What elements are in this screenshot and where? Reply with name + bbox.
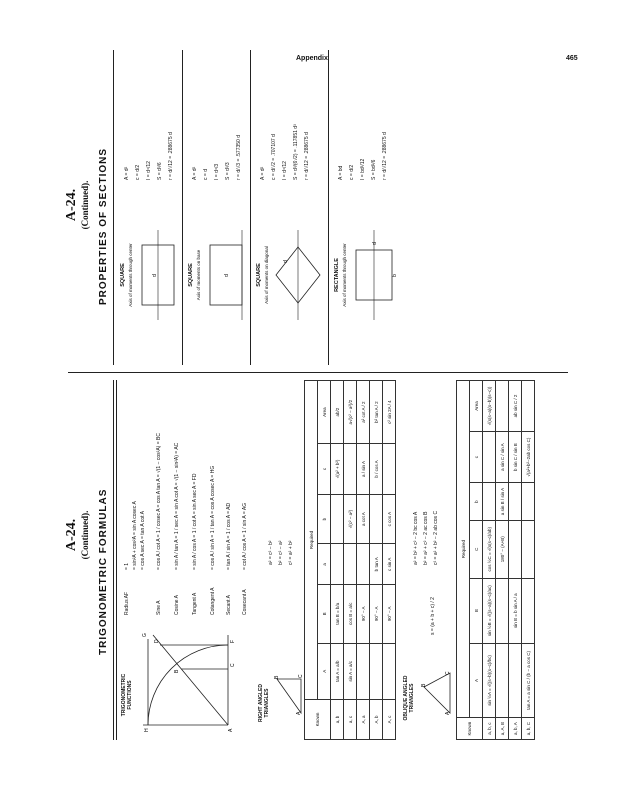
section-title: RECTANGLE xyxy=(334,258,340,292)
table-cell: tan A = a sin C / (b − a cos C) xyxy=(522,643,535,717)
trig-row-name: Sine A xyxy=(156,600,162,615)
page-number: 465 xyxy=(566,55,578,62)
trig-row-formula: = sin A / cos A = 1 / cot A = sin A sec A = FD xyxy=(192,473,198,570)
section-prop: A = d² xyxy=(124,166,130,180)
trig-row-formula: = sin A / tan A = 1 / sec A = sin A cot A = √(1 − sin²A) = AC xyxy=(174,442,180,570)
table-cell: ab sin C / 2 xyxy=(509,381,522,432)
table-cell xyxy=(509,643,522,717)
table-cell: sin ½A = √((s−b)(s−c)/bc) xyxy=(483,643,496,717)
divider xyxy=(328,50,329,365)
trig-row-name: Tangent A xyxy=(192,592,198,615)
square-base-diagram xyxy=(206,225,246,325)
s-formula: s = (a + b + c) / 2 xyxy=(430,597,436,635)
table-cell: c² sin 2A / 4 xyxy=(383,381,396,444)
table-header: b xyxy=(470,483,483,521)
required-header: Required xyxy=(305,381,318,700)
table-cell: b² tan A / 2 xyxy=(370,381,383,444)
rectangle-diagram xyxy=(352,225,396,325)
oblique-eq: c² = a² + b² − 2 ab cos C xyxy=(433,510,439,565)
svg-text:B: B xyxy=(274,675,280,679)
table-cell: c cos A xyxy=(383,494,396,544)
table-cell: 180° − (A+B) xyxy=(496,520,509,578)
right-eq: b² = c² − a² xyxy=(278,540,284,565)
section-prop: r = d/√12 = .288675 d xyxy=(382,132,388,180)
svg-text:d: d xyxy=(224,274,230,277)
right-triangle-table xyxy=(304,380,396,740)
table-cell xyxy=(383,643,396,699)
table-cell: a√(c² − a²)/2 xyxy=(344,381,357,444)
table-cell: 90° − A xyxy=(383,585,396,643)
section-prop: S = bd²/6 xyxy=(371,159,377,180)
svg-text:G: G xyxy=(142,633,148,637)
trig-row-formula: = tan A / sin A = 1 / cos A = AD xyxy=(226,502,232,570)
table-cell: a / sin A xyxy=(357,444,370,494)
table-cell xyxy=(522,483,535,521)
table-row xyxy=(383,381,396,740)
table-row xyxy=(357,381,370,740)
svg-text:B: B xyxy=(421,683,427,687)
svg-text:d: d xyxy=(283,260,289,263)
table-row xyxy=(344,381,357,740)
table-cell: a² cot A / 2 xyxy=(357,381,370,444)
radius-eq: = 1 xyxy=(124,562,130,570)
table-cell xyxy=(357,643,370,699)
table-header: A xyxy=(318,643,331,699)
table-header: c xyxy=(318,444,331,494)
table-header: c xyxy=(470,431,483,482)
table-header: Area xyxy=(318,381,331,444)
table-cell xyxy=(370,643,383,699)
divider xyxy=(182,50,183,365)
table-cell: a, b, A xyxy=(509,718,522,740)
trig-row-name: Cosine A xyxy=(174,594,180,615)
table-cell: A, a xyxy=(357,699,370,739)
section-prop: I = bd³/12 xyxy=(360,158,366,180)
right-eq: a² = c² − b² xyxy=(268,540,274,565)
table-cell xyxy=(331,494,344,544)
table-cell: sin ½B = √((s−a)(s−c)/ac) xyxy=(483,578,496,643)
divider xyxy=(113,380,114,740)
section-subtitle: Axis of moments through center xyxy=(342,243,347,307)
table-row xyxy=(509,381,522,740)
section-prop: A = bd xyxy=(338,165,344,180)
table-cell: ab/2 xyxy=(331,381,344,444)
table-cell: a, A, B xyxy=(496,718,509,740)
right-triangle-diagram xyxy=(273,675,303,715)
table-header: C xyxy=(470,520,483,578)
required-header: Required xyxy=(457,381,470,718)
table-cell xyxy=(522,578,535,643)
column-divider xyxy=(68,372,568,373)
table-cell: b tan A xyxy=(370,544,383,585)
divider xyxy=(250,50,251,365)
svg-text:F: F xyxy=(230,639,236,643)
table-cell xyxy=(522,381,535,432)
radius-eq: = sin²A + cos²A = sin A cosec A xyxy=(132,501,138,570)
table-header: B xyxy=(470,578,483,643)
table-row xyxy=(470,381,483,740)
table-cell: A, c xyxy=(383,699,396,739)
table-header: Known xyxy=(457,718,483,740)
table-cell: tan B = b/a xyxy=(331,585,344,643)
right-triangles-label: RIGHT ANGLED TRIANGLES xyxy=(258,684,270,722)
table-cell xyxy=(509,483,522,521)
table-header: Area xyxy=(470,381,483,432)
section-prop: S = d³/(6√2) = .117851 d³ xyxy=(293,124,299,180)
table-cell xyxy=(522,520,535,578)
svg-text:A: A xyxy=(296,711,302,715)
table-cell: a, b, c xyxy=(483,718,496,740)
table-cell: a sin C / sin A xyxy=(496,431,509,482)
section-prop: A = d² xyxy=(260,166,266,180)
table-row xyxy=(457,381,470,740)
svg-text:B: B xyxy=(174,669,180,673)
table-cell: a, c xyxy=(344,699,357,739)
section-prop: S = d³/3 xyxy=(225,162,231,180)
table-cell: sin A = a/c xyxy=(344,643,357,699)
trig-title: TRIGONOMETRIC FORMULAS xyxy=(98,488,109,655)
divider xyxy=(113,50,114,365)
section-prop: A = d² xyxy=(192,166,198,180)
table-cell xyxy=(509,520,522,578)
svg-text:b: b xyxy=(392,274,398,277)
table-cell: b sin C / sin B xyxy=(509,431,522,482)
right-eq: c² = a² + b² xyxy=(288,540,294,565)
svg-text:A: A xyxy=(445,711,451,715)
trig-row-formula: = cos A / sin A = 1 / tan A = cos A cosec A = HG xyxy=(210,465,216,570)
section-title: SQUARE xyxy=(120,263,126,287)
section-prop: c = d/2 xyxy=(135,164,141,180)
table-cell: cos B = a/c xyxy=(344,585,357,643)
oblique-eq: b² = a² + c² − 2 ac cos B xyxy=(423,511,429,565)
table-id-left: A-24. xyxy=(64,518,79,552)
table-cell: a, b, C xyxy=(522,718,535,740)
section-prop: I = d⁴/12 xyxy=(282,161,288,180)
section-prop: r = d/√12 = .288675 d xyxy=(304,132,310,180)
table-cell: a cot A xyxy=(357,494,370,544)
section-prop: c = d/√2 = .707107 d xyxy=(271,134,277,180)
svg-text:d: d xyxy=(152,274,158,277)
table-cell: tan A = a/b xyxy=(331,643,344,699)
table-header: A xyxy=(470,643,483,717)
table-header: B xyxy=(318,585,331,643)
sections-title: PROPERTIES OF SECTIONS xyxy=(98,147,109,305)
oblique-triangles-label: OBLIQUE ANGLED TRIANGLES xyxy=(403,675,415,721)
oblique-triangle-diagram xyxy=(420,671,452,715)
table-cell xyxy=(383,444,396,494)
radius-eq: = cos A sec A = tan A cot A xyxy=(140,511,146,570)
table-cell xyxy=(483,483,496,521)
trig-row-formula: = cot A / cos A = 1 / sin A = AG xyxy=(242,502,248,570)
square-diagonal-diagram xyxy=(273,225,323,325)
table-cell: √(c² − a²) xyxy=(344,494,357,544)
svg-text:D: D xyxy=(154,639,160,643)
section-prop: r = d/√3 = .577350 d xyxy=(236,135,242,180)
section-subtitle: Axis of moments on base xyxy=(196,249,201,301)
section-prop: c = d xyxy=(203,169,209,180)
unit-circle-diagram xyxy=(138,625,238,735)
trig-row-name: Cosecant A xyxy=(242,589,248,615)
table-row xyxy=(522,381,535,740)
trig-row-name: Cotangent A xyxy=(210,587,216,615)
section-subtitle: Axis of moments on diagonal xyxy=(264,246,269,304)
table-cell xyxy=(496,381,509,432)
table-cell: sin B = b sin A / a xyxy=(509,578,522,643)
table-cell: 90° − A xyxy=(370,585,383,643)
svg-text:C: C xyxy=(230,663,236,667)
section-prop: I = d⁴/12 xyxy=(146,161,152,180)
section-title: SQUARE xyxy=(256,263,262,287)
section-prop: S = d³/6 xyxy=(157,162,163,180)
rotated-page-content xyxy=(58,45,578,745)
section-prop: r = d/√12 = .288675 d xyxy=(168,132,174,180)
table-cell xyxy=(483,431,496,482)
section-prop: c = d/2 xyxy=(349,164,355,180)
trig-row-formula: = cos A / cot A = 1 / cosec A = cos A tan A = √(1 − cos²A) = BC xyxy=(156,433,162,570)
table-header: b xyxy=(318,494,331,544)
table-cell: cos ½C = √(s(s−c)/ab) xyxy=(483,520,496,578)
table-row xyxy=(370,381,383,740)
table-cell: a sin B / sin A xyxy=(496,483,509,521)
table-cell: √(s(s−a)(s−b)(s−c)) xyxy=(483,381,496,432)
table-cell xyxy=(370,494,383,544)
section-header: Appendix xyxy=(296,55,328,62)
section-prop: I = d⁴/3 xyxy=(214,163,220,180)
table-cell: √(a²+b²−2ab cos C) xyxy=(522,431,535,482)
square-center-diagram xyxy=(138,225,178,325)
svg-text:C: C xyxy=(298,674,304,678)
table-cell: A, b xyxy=(370,699,383,739)
table-row xyxy=(305,381,318,740)
radius-label: Radius AF xyxy=(124,591,130,615)
svg-text:H: H xyxy=(144,728,150,732)
table-row xyxy=(331,381,344,740)
table-cell: c sin A xyxy=(383,544,396,585)
trig-functions-label: TRIGONOMETRIC FUNCTIONS xyxy=(121,673,133,717)
table-cell: √(a² + b²) xyxy=(331,444,344,494)
oblique-eq: a² = b² + c² − 2 bc cos A xyxy=(413,511,419,565)
table-header: a xyxy=(318,544,331,585)
continued-left: (Continued). xyxy=(80,510,90,560)
trig-row-name: Secant A xyxy=(226,594,232,615)
table-row xyxy=(318,381,331,740)
table-cell xyxy=(357,544,370,585)
table-cell xyxy=(331,544,344,585)
table-header: Known xyxy=(305,699,331,739)
table-cell: b / cos A xyxy=(370,444,383,494)
table-cell xyxy=(344,544,357,585)
svg-text:A: A xyxy=(228,728,234,732)
table-cell: 90° − A xyxy=(357,585,370,643)
table-cell: a, b xyxy=(331,699,344,739)
table-cell xyxy=(496,643,509,717)
table-cell xyxy=(496,578,509,643)
table-id-right: A-24. xyxy=(64,188,79,222)
table-cell xyxy=(344,444,357,494)
table-row xyxy=(496,381,509,740)
svg-text:C: C xyxy=(445,671,451,675)
section-title: SQUARE xyxy=(188,263,194,287)
svg-text:d: d xyxy=(372,242,378,245)
table-row xyxy=(483,381,496,740)
divider xyxy=(116,380,117,740)
continued-right: (Continued). xyxy=(80,180,90,230)
oblique-triangle-table xyxy=(456,380,535,740)
section-subtitle: Axis of moments through center xyxy=(128,243,133,307)
